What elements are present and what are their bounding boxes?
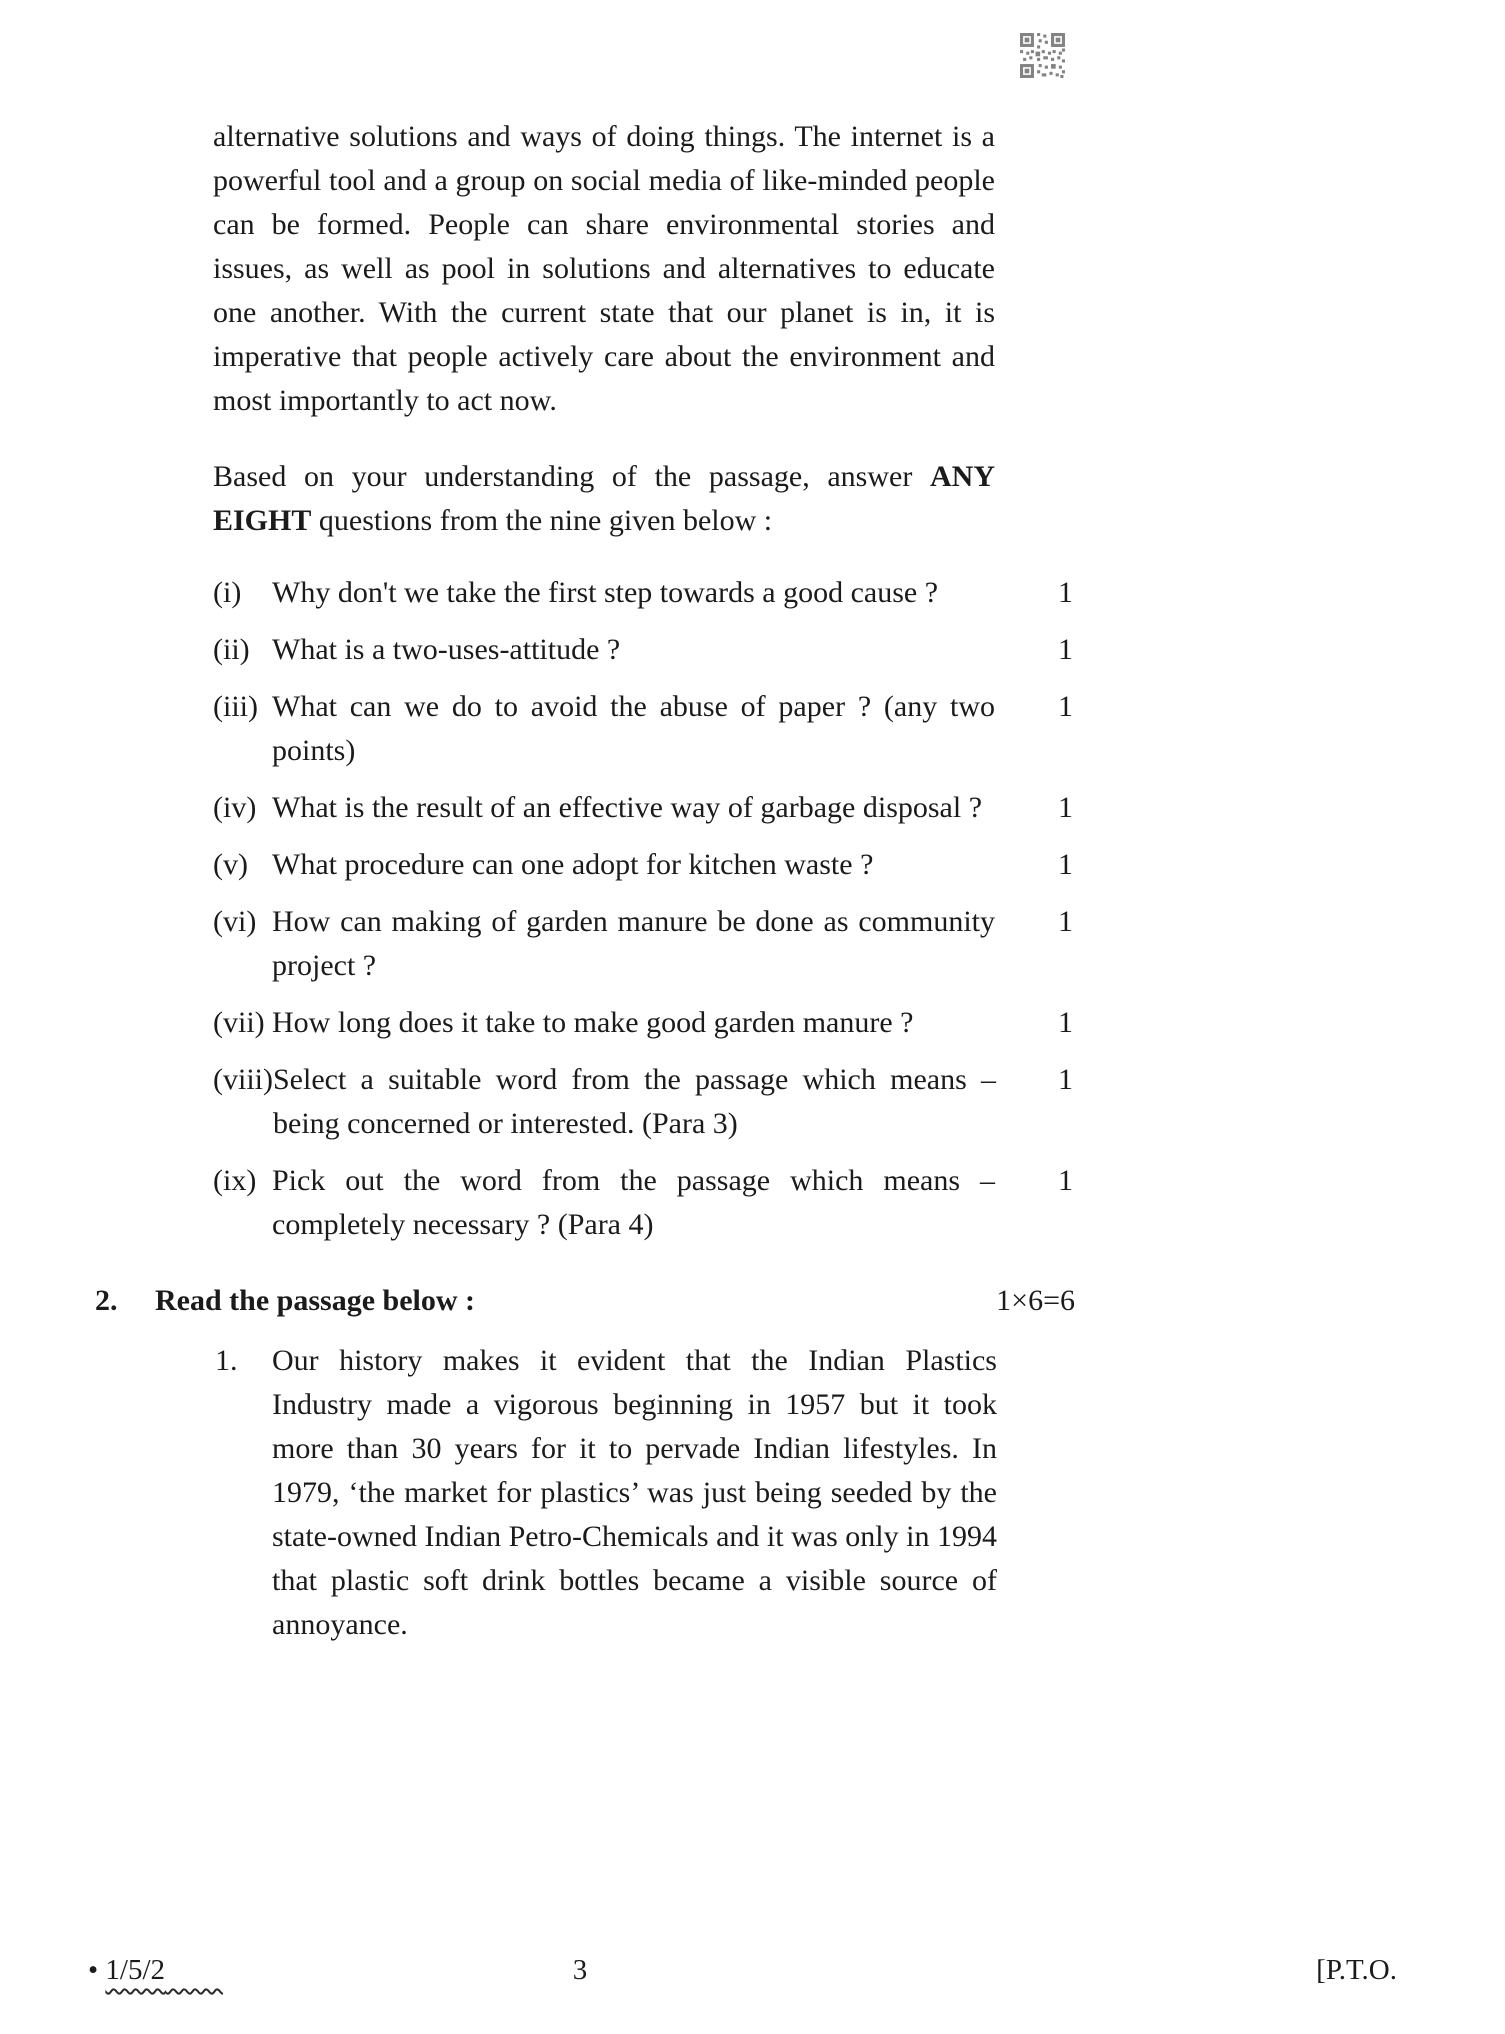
question-text: Pick out the word from the passage which means – completely necessary ? (Para 4) [272, 1164, 995, 1241]
question-label: (ii) [213, 633, 250, 666]
question-row-i [213, 571, 1073, 615]
question-label: (ix) [213, 1164, 257, 1197]
question-row-vi [213, 900, 1073, 988]
question-marks: 1 [1058, 1006, 1073, 1039]
question-label: (vi) [213, 905, 257, 938]
question-text: How can making of garden manure be done as community project ? [272, 905, 995, 982]
question-label: (iii) [213, 690, 258, 723]
question-label: (vii) [213, 1006, 265, 1039]
question-row-viii [213, 1058, 1073, 1146]
instruction-post: questions from the nine given below : [311, 504, 773, 537]
section-title: Read the passage below : [155, 1284, 475, 1317]
question-list [213, 571, 1073, 1247]
question-marks: 1 [1058, 1164, 1073, 1197]
instruction-line [213, 455, 995, 543]
question-marks: 1 [1058, 848, 1073, 881]
paragraph-number: 1. [215, 1344, 238, 1377]
question-label: (iv) [213, 791, 257, 824]
question-marks: 1 [1058, 1063, 1073, 1096]
question-text: Select a suitable word from the passage which means – being concerned or interested. (Para 3) [273, 1063, 996, 1140]
passage2-paragraph-1 [215, 1339, 997, 1647]
section-marks: 1×6=6 [996, 1284, 1075, 1317]
question-row-ii [213, 628, 1073, 672]
question-label: (viii) [213, 1063, 273, 1096]
question-marks: 1 [1058, 633, 1073, 666]
page-footer [0, 1948, 1505, 2008]
page-content [0, 85, 1505, 1647]
question-row-vii [213, 1001, 1073, 1045]
question-text: What is the result of an effective way of garbage disposal ? [272, 791, 983, 824]
question-row-v [213, 843, 1073, 887]
question-label: (v) [213, 848, 248, 881]
question-text: What can we do to avoid the abuse of paper ? (any two points) [272, 690, 995, 767]
question-row-iv [213, 786, 1073, 830]
pto-label: [P.T.O. [1316, 1954, 1397, 1986]
question-text: What procedure can one adopt for kitchen waste ? [272, 848, 874, 881]
wavy-underline-extension [165, 1954, 223, 1986]
question-text: Why don't we take the first step towards a good cause ? [272, 576, 939, 609]
question-marks: 1 [1058, 791, 1073, 824]
question-marks: 1 [1058, 690, 1073, 723]
passage-paragraph: alternative solutions and ways of doing things. The internet is a powerful tool and a group on social media of like-minded people can be formed. People can share environmental stories and issues, as well as pool in solutions and alternatives to educate one another. With the current state that our planet is in, it is imperative that people actively care about the environment and most importantly to act now. [213, 120, 995, 417]
question-marks: 1 [1058, 905, 1073, 938]
question-label: (i) [213, 576, 242, 609]
section-2-heading [95, 1279, 1075, 1323]
paragraph-text: Our history makes it evident that the Indian Plastics Industry made a vigorous beginning in 1957 but it took more than 30 years for it to pervade Indian lifestyles. In 1979, ‘the market for plastics’ was just being seeded by the state-owned Indian Petro-Chemicals and it was only in 1994 that plastic soft drink bottles became a visible source of annoyance. [272, 1344, 997, 1641]
paper-code: 1/5/2 [105, 1954, 166, 1986]
footer-paper-code [88, 1948, 223, 1992]
section-number: 2. [95, 1284, 118, 1317]
question-text: What is a two-uses-attitude ? [272, 633, 621, 666]
footer-bullet: • [88, 1954, 99, 1986]
question-row-iii [213, 685, 1073, 773]
question-text: How long does it take to make good garden manure ? [272, 1006, 914, 1039]
qr-code-icon [1020, 33, 1065, 78]
question-row-ix [213, 1159, 1073, 1247]
instruction-emphasis: ANY EIGHT [213, 460, 995, 537]
page-number: 3 [572, 1954, 588, 1986]
instruction-pre: Based on your understanding of the passage, answer [213, 460, 930, 493]
question-marks: 1 [1058, 576, 1073, 609]
